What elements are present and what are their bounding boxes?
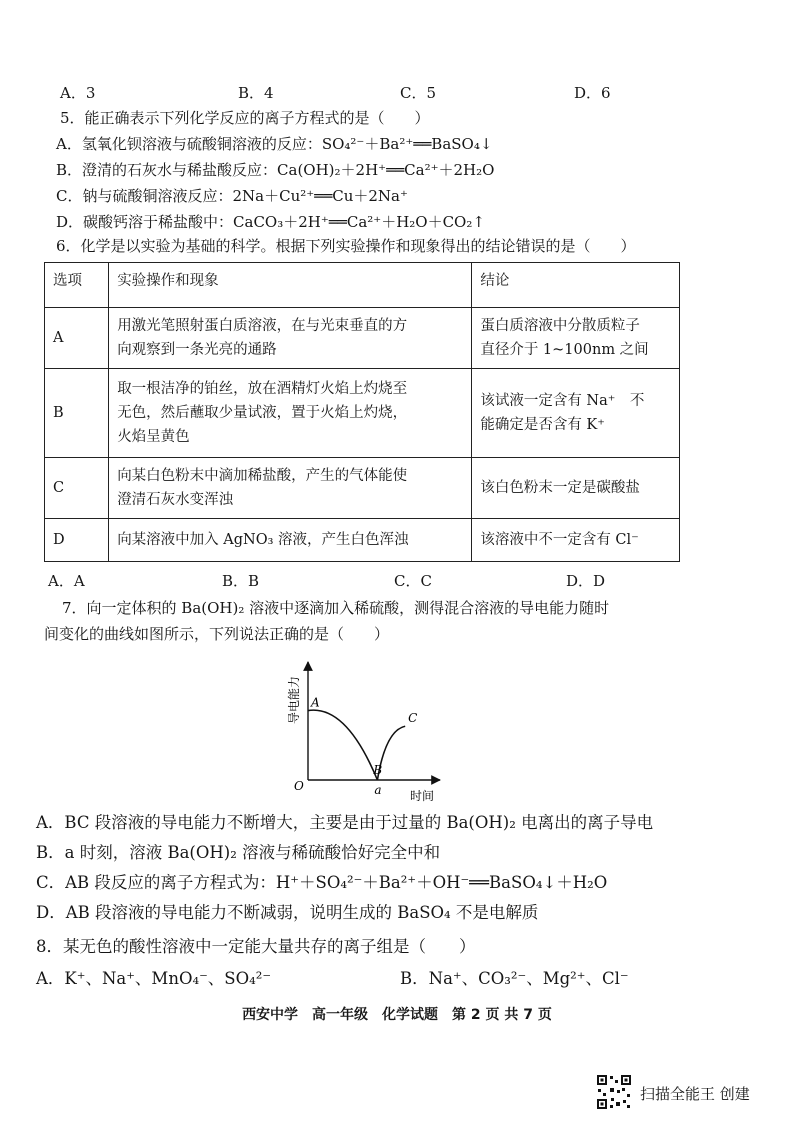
scanner-watermark <box>596 1074 786 1114</box>
conclusion-line: 该溶液中不一定含有 Cl⁻ <box>480 532 639 548</box>
table-row <box>45 308 680 369</box>
operation-line: 取一根洁净的铂丝，放在酒精灯火焰上灼烧至 <box>117 381 408 397</box>
operation-line: 向观察到一条光亮的通路 <box>117 342 277 358</box>
q8-option-b: B．Na⁺、CO₃²⁻、Mg²⁺、Cl⁻ <box>400 969 629 988</box>
q8-stem: 8．某无色的酸性溶液中一定能大量共存的离子组是（ ） <box>36 937 476 956</box>
row-option: B <box>45 369 109 458</box>
q7-option-c: C．AB 段反应的离子方程式为：H⁺＋SO₄²⁻＋Ba²⁺＋OH⁻══BaSO₄↓＋H₂O <box>36 873 608 892</box>
q7-stem-line2: 间变化的曲线如图所示，下列说法正确的是（ ） <box>44 625 390 643</box>
y-axis-label: 导电能力 <box>287 675 301 725</box>
conclusion-line: 直径介于 1~100nm 之间 <box>480 342 649 358</box>
q6-option-a: A．A <box>48 572 85 590</box>
q5-option-a: A．氢氧化钡溶液与硫酸铜溶液的反应：SO₄²⁻＋Ba²⁺══BaSO₄↓ <box>56 135 493 153</box>
q5-option-c: C．钠与硫酸铜溶液反应：2Na＋Cu²⁺══Cu＋2Na⁺ <box>56 187 408 205</box>
row-operation <box>109 519 472 562</box>
row-option: A <box>45 308 109 369</box>
header-conclusion: 结论 <box>472 263 680 308</box>
q6-option-c: C．C <box>394 572 432 590</box>
row-conclusion <box>472 308 680 369</box>
point-label-c: C <box>408 711 418 726</box>
conclusion-line: 蛋白质溶液中分散质粒子 <box>480 318 640 334</box>
operation-line: 无色，然后蘸取少量试液，置于火焰上灼烧， <box>117 405 408 421</box>
q4-option-d: D．6 <box>574 84 611 102</box>
row-conclusion <box>472 519 680 562</box>
q8-option-a: A．K⁺、Na⁺、MnO₄⁻、SO₄²⁻ <box>36 969 272 988</box>
q5-option-d: D．碳酸钙溶于稀盐酸中：CaCO₃＋2H⁺══Ca²⁺＋H₂O＋CO₂↑ <box>56 213 485 231</box>
x-tick-label-a: a <box>374 783 382 797</box>
row-conclusion <box>472 369 680 458</box>
qr-code-icon <box>596 1074 632 1110</box>
origin-label: O <box>294 779 304 793</box>
page-footer: 西安中学 高一年级 化学试题 第 2 页 共 7 页 <box>242 1007 552 1023</box>
q5-option-b: B．澄清的石灰水与稀盐酸反应：Ca(OH)₂＋2H⁺══Ca²⁺＋2H₂O <box>56 161 495 179</box>
header-option: 选项 <box>45 263 109 308</box>
operation-line: 澄清石灰水变浑浊 <box>117 492 234 508</box>
point-label-a: A <box>311 695 320 710</box>
table-header-row <box>45 263 680 308</box>
operation-line: 火焰呈黄色 <box>117 429 190 445</box>
q7-option-b: B．a 时刻，溶液 Ba(OH)₂ 溶液与稀硫酸恰好完全中和 <box>36 843 441 862</box>
conductivity-chart <box>270 640 450 808</box>
curve-segment-ab <box>308 710 377 780</box>
conclusion-line: 该试液一定含有 Na⁺ 不 <box>480 393 645 409</box>
row-option: D <box>45 519 109 562</box>
q7-stem-line1: 7．向一定体积的 Ba(OH)₂ 溶液中逐滴加入稀硫酸，测得混合溶液的导电能力随时 <box>62 599 610 617</box>
header-operation: 实验操作和现象 <box>109 263 472 308</box>
q6-stem: 6．化学是以实验为基础的科学。根据下列实验操作和现象得出的结论错误的是（ ） <box>56 237 636 255</box>
q6-option-d: D．D <box>566 572 606 590</box>
q6-option-b: B．B <box>222 572 260 590</box>
q7-option-d: D．AB 段溶液的导电能力不断减弱，说明生成的 BaSO₄ 不是电解质 <box>36 903 539 922</box>
operation-line: 向某白色粉末中滴加稀盐酸，产生的气体能使 <box>117 468 408 484</box>
q6-table <box>44 262 680 562</box>
row-option: C <box>45 458 109 519</box>
row-operation <box>109 458 472 519</box>
table-row <box>45 458 680 519</box>
point-label-b: B <box>373 763 383 777</box>
q7-option-a: A．BC 段溶液的导电能力不断增大，主要是由于过量的 Ba(OH)₂ 电离出的离子导电 <box>36 813 654 832</box>
q4-option-c: C．5 <box>400 84 437 102</box>
x-axis-label: 时间 <box>410 789 435 803</box>
conclusion-line: 该白色粉末一定是碳酸盐 <box>480 480 640 496</box>
table-row <box>45 369 680 458</box>
q4-option-b: B．4 <box>238 84 274 102</box>
q5-stem: 5．能正确表示下列化学反应的离子方程式的是（ ） <box>60 109 430 127</box>
operation-line: 向某溶液中加入 AgNO₃ 溶液，产生白色浑浊 <box>117 532 409 548</box>
table-row <box>45 519 680 562</box>
row-operation <box>109 308 472 369</box>
scanner-label: 扫描全能王 创建 <box>640 1085 750 1103</box>
row-conclusion <box>472 458 680 519</box>
conclusion-line: 能确定是否含有 K⁺ <box>480 417 605 433</box>
row-operation <box>109 369 472 458</box>
q4-option-a: A．3 <box>60 84 96 102</box>
operation-line: 用激光笔照射蛋白质溶液，在与光束垂直的方 <box>117 318 408 334</box>
